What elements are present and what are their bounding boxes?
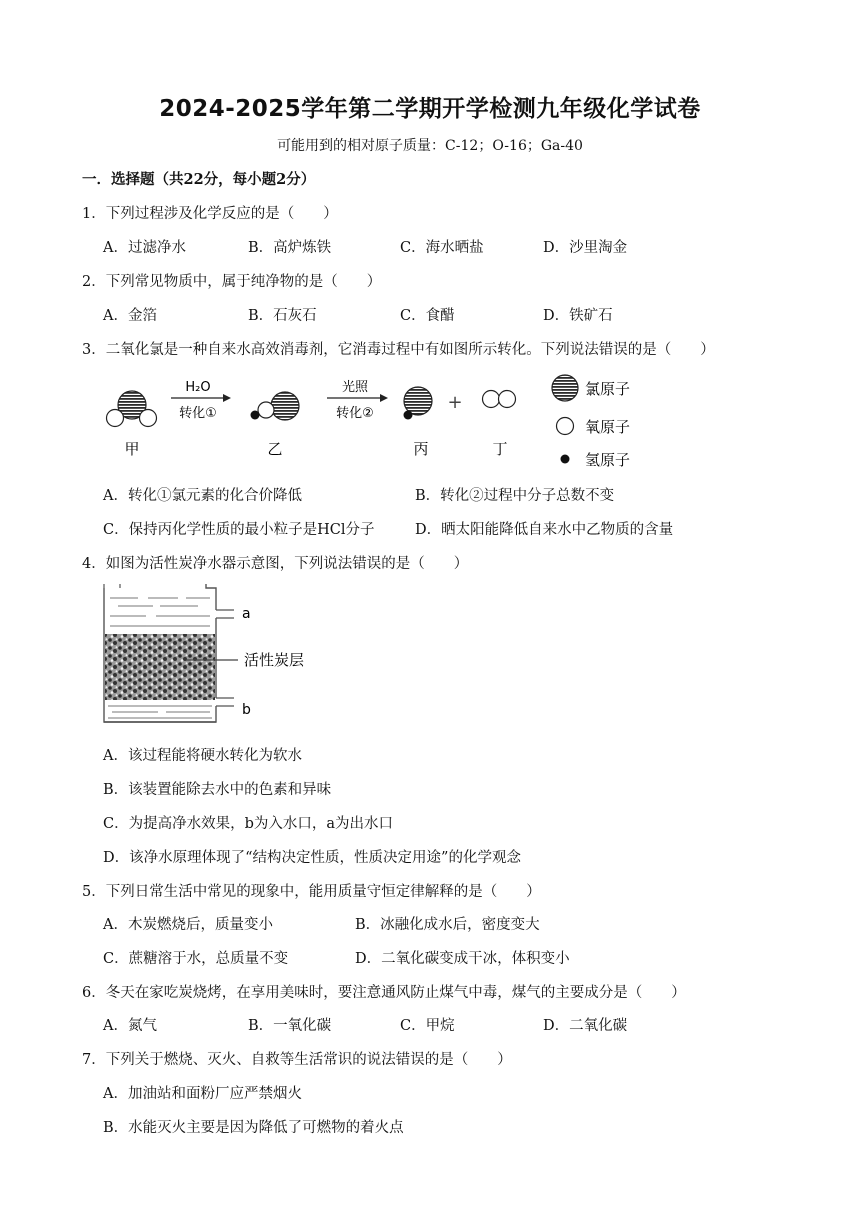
arrow2-head-icon (380, 394, 388, 402)
legend-oxygen-icon (557, 418, 574, 435)
q2-option-a: A．金箔 (103, 308, 157, 324)
molecule-bing (404, 387, 433, 420)
question-5: 5．下列日常生活中常见的现象中，能用质量守恒定律解释的是（ ） (82, 884, 541, 900)
molecule-ding (483, 391, 516, 408)
legend-chlorine-icon (552, 375, 578, 401)
q5-option-b: B．冰融化成水后，密度变大 (355, 917, 540, 933)
q4-option-d: D．该净水原理体现了“结构决定性质，性质决定用途”的化学观念 (103, 850, 521, 866)
q4-option-a: A．该过程能将硬水转化为软水 (103, 748, 302, 764)
q2-option-b: B．石灰石 (248, 308, 317, 324)
arrow2-top-label: 光照 (341, 380, 369, 395)
q5-option-c: C．蔗糖溶于水，总质量不变 (103, 951, 289, 967)
legend-oxygen: 氧原子 (585, 418, 631, 436)
question-4: 4．如图为活性炭净水器示意图，下列说法错误的是（ ） (82, 556, 469, 572)
q5-option-a: A．木炭燃烧后，质量变小 (103, 917, 273, 933)
legend-hydrogen-icon (561, 455, 570, 464)
activated-carbon-filter-diagram (98, 582, 318, 730)
q1-option-d: D．沙里淘金 (543, 240, 628, 256)
q6-option-c: C．甲烷 (400, 1018, 455, 1034)
question-6: 6．冬天在家吃炭烧烤，在享用美味时，要注意通风防止煤气中毒，煤气的主要成分是（ ） (82, 985, 686, 1001)
outlet-pipe-a (216, 610, 234, 618)
label-yi: 乙 (267, 440, 283, 458)
q6-option-b: B．一氧化碳 (248, 1018, 332, 1034)
question-7: 7．下列关于燃烧、灭火、自救等生活常识的说法错误的是（ ） (82, 1052, 512, 1068)
label-carbon-layer: 活性炭层 (244, 651, 305, 669)
chlorine-atom-icon (271, 392, 299, 420)
page-title: 2024-2025学年第二学期开学检测九年级化学试卷 (159, 96, 701, 122)
q4-option-c: C．为提高净水效果，b为入水口，a为出水口 (103, 816, 394, 832)
molecule-yi (251, 392, 300, 420)
q3-option-a: A．转化①氯元素的化合价降低 (103, 488, 302, 504)
q1-option-c: C．海水晒盐 (400, 240, 484, 256)
arrow1-top-label: H₂O (185, 380, 211, 395)
q3-option-d: D．晒太阳能降低自来水中乙物质的含量 (415, 522, 674, 538)
molecule-conversion-diagram (95, 368, 655, 474)
arrow2-bottom-label: 转化② (336, 406, 374, 421)
oxygen-atom-icon (499, 391, 516, 408)
legend-hydrogen: 氢原子 (585, 451, 631, 469)
atomic-mass-note: 可能用到的相对原子质量：C-12；O-16；Ga-40 (277, 138, 583, 154)
oxygen-atom-icon (258, 402, 274, 418)
section-heading: 一．选择题（共22分，每小题2分） (82, 171, 316, 188)
molecule-jia (107, 391, 157, 427)
question-3: 3．二氧化氯是一种自来水高效消毒剂，它消毒过程中有如图所示转化。下列说法错误的是（ ） (82, 342, 715, 358)
label-ding: 丁 (492, 440, 508, 458)
label-b: b (242, 702, 251, 718)
legend-chlorine: 氯原子 (585, 380, 631, 398)
carbon-layer (105, 634, 215, 700)
label-a: a (242, 606, 251, 622)
q7-option-b: B．水能灭火主要是因为降低了可燃物的着火点 (103, 1120, 404, 1136)
hydrogen-atom-icon (404, 411, 413, 420)
oxygen-atom-icon (483, 391, 500, 408)
q7-option-a: A．加油站和面粉厂应严禁烟火 (103, 1086, 302, 1102)
q6-option-d: D．二氧化碳 (543, 1018, 628, 1034)
oxygen-atom-icon (140, 410, 157, 427)
q5-option-d: D．二氧化碳变成干冰，体积变小 (355, 951, 570, 967)
q1-option-b: B．高炉炼铁 (248, 240, 332, 256)
q2-option-d: D．铁矿石 (543, 308, 613, 324)
inlet-pipe-b (216, 698, 234, 706)
oxygen-atom-icon (107, 410, 124, 427)
label-jia: 甲 (124, 440, 140, 458)
plus-sign: + (447, 392, 463, 413)
arrow1-bottom-label: 转化① (179, 406, 217, 421)
arrow1-head-icon (223, 394, 231, 402)
label-bing: 丙 (413, 440, 429, 458)
q4-option-b: B．该装置能除去水中的色素和异味 (103, 782, 332, 798)
hydrogen-atom-icon (251, 411, 260, 420)
q1-option-a: A．过滤净水 (103, 240, 186, 256)
q6-option-a: A．氮气 (103, 1018, 157, 1034)
question-2: 2．下列常见物质中，属于纯净物的是（ ） (82, 274, 382, 290)
question-1: 1．下列过程涉及化学反应的是（ ） (82, 206, 338, 222)
q2-option-c: C．食醋 (400, 308, 455, 324)
q3-option-b: B．转化②过程中分子总数不变 (415, 488, 615, 504)
q3-option-c: C．保持丙化学性质的最小粒子是HCl分子 (103, 522, 375, 538)
